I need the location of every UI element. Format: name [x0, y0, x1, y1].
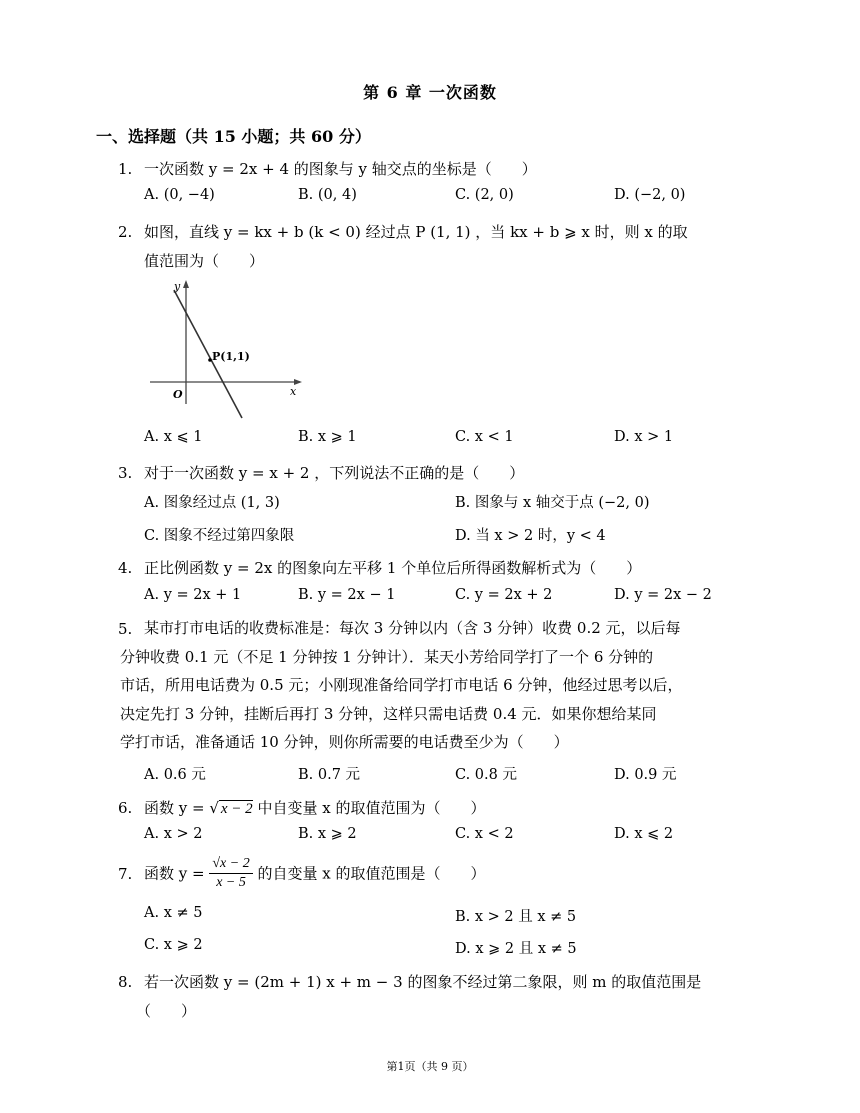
q2-option-b: B. x ⩾ 1 [298, 429, 357, 445]
q3-option-c: C. 图象不经过第四象限 [144, 528, 295, 544]
q3-option-a: A. 图象经过点 (1, 3) [144, 495, 280, 511]
question-8-cont: （ ） [136, 1002, 197, 1020]
question-2-cont: 值范围为（ ） [144, 252, 265, 270]
section-heading: 一、选择题（共 15 小题；共 60 分） [96, 127, 371, 146]
q5-option-b: B. 0.7 元 [298, 767, 361, 783]
question-3 [118, 462, 524, 483]
q5-line: 学打市话，准备通话 10 分钟，则你所需要的电话费至少为（ ） [120, 733, 569, 751]
q6-option-a: A. x > 2 [144, 826, 203, 842]
q4-option-d: D. y = 2x − 2 [614, 587, 712, 603]
q5-option-d: D. 0.9 元 [614, 767, 677, 783]
page-footer: 第1页（共 9 页） [386, 1060, 474, 1073]
q7-option-d: D. x ⩾ 2 且 x ≠ 5 [455, 941, 577, 957]
graph-y-label: y [174, 280, 181, 293]
question-1 [118, 158, 537, 179]
fraction-denominator: x − 5 [216, 875, 246, 890]
chapter-title: 第 6 章 一次函数 [363, 83, 497, 102]
q6-option-d: D. x ⩽ 2 [614, 826, 674, 842]
q2-graph [140, 276, 310, 422]
graph-origin-label: O [173, 388, 183, 401]
q4-option-a: A. y = 2x + 1 [144, 587, 242, 603]
q3-option-d: D. 当 x > 2 时，y < 4 [455, 528, 606, 544]
q5-line: 决定先打 3 分钟，挂断后再打 3 分钟，这样只需电话费 0.4 元．如果你想给某同 [120, 704, 657, 723]
question-text-pre: 函数 y = [144, 864, 205, 883]
q4-option-c: C. y = 2x + 2 [455, 587, 553, 603]
radicand: x − 2 [220, 801, 253, 817]
question-number: 4. [118, 559, 133, 577]
question-text: 若一次函数 y = (2m + 1) x + m − 3 的图象不经过第二象限，则 m 的取值范围是 [144, 973, 702, 991]
question-5-text [120, 614, 784, 757]
q1-option-b: B. (0, 4) [298, 187, 357, 203]
q6-option-b: B. x ⩾ 2 [298, 826, 357, 842]
q1-option-c: C. (2, 0) [455, 187, 514, 203]
q6-option-c: C. x < 2 [455, 826, 514, 842]
fraction-numerator: √x − 2 [209, 855, 252, 874]
fraction [209, 855, 252, 892]
question-2 [118, 221, 688, 242]
question-8 [118, 971, 701, 992]
q7-option-c: C. x ⩾ 2 [144, 937, 203, 953]
question-7 [118, 855, 486, 892]
question-text-pre: 函数 y = √ [144, 799, 219, 817]
q2-option-a: A. x ⩽ 1 [144, 429, 203, 445]
question-6 [118, 797, 485, 818]
question-text: 对于一次函数 y = x + 2 ，下列说法不正确的是（ ） [144, 464, 525, 482]
q7-option-a: A. x ≠ 5 [144, 905, 203, 921]
q5-option-a: A. 0.6 元 [144, 767, 206, 783]
question-number: 3. [118, 464, 133, 482]
question-number: 2. [118, 223, 133, 241]
q4-option-b: B. y = 2x − 1 [298, 587, 396, 603]
question-number: 7. [118, 864, 133, 883]
graph-point-label: P(1,1) [212, 350, 250, 363]
graph-x-label: x [290, 385, 297, 398]
q2-option-d: D. x > 1 [614, 429, 674, 445]
q5-line: 分钟收费 0.1 元（不足 1 分钟按 1 分钟计）．某天小芳给同学打了一个 6 分钟的 [120, 647, 654, 666]
q2-option-c: C. x < 1 [455, 429, 514, 445]
question-text-post: 中自变量 x 的取值范围为（ ） [252, 799, 486, 817]
question-number: 6. [118, 799, 133, 817]
question-text-post: 的自变量 x 的取值范围是（ ） [252, 864, 486, 883]
q5-line: 市话，所用电话费为 0.5 元；小刚现准备给同学打市电话 6 分钟，他经过思考以后， [120, 676, 683, 694]
question-text: 如图，直线 y = kx + b (k < 0) 经过点 P (1, 1) ，当 kx + b ⩾ x 时，则 x 的取 [144, 223, 688, 241]
q5-line: 某市打市电话的收费标准是：每次 3 分钟以内（含 3 分钟）收费 0.2 元，以后每 [144, 619, 681, 637]
question-text: 正比例函数 y = 2x 的图象向左平移 1 个单位后所得函数解析式为（ ） [144, 559, 642, 577]
question-4 [118, 557, 641, 578]
question-number: 1. [118, 160, 133, 178]
q1-option-d: D. (−2, 0) [614, 187, 686, 203]
question-5-number: 5. [118, 620, 133, 638]
question-text: 一次函数 y = 2x + 4 的图象与 y 轴交点的坐标是（ ） [144, 160, 537, 178]
question-number: 8. [118, 973, 133, 991]
q5-option-c: C. 0.8 元 [455, 767, 517, 783]
q1-option-a: A. (0, −4) [144, 187, 215, 203]
q3-option-b: B. 图象与 x 轴交于点 (−2, 0) [455, 495, 650, 511]
q7-option-b: B. x > 2 且 x ≠ 5 [455, 909, 577, 925]
